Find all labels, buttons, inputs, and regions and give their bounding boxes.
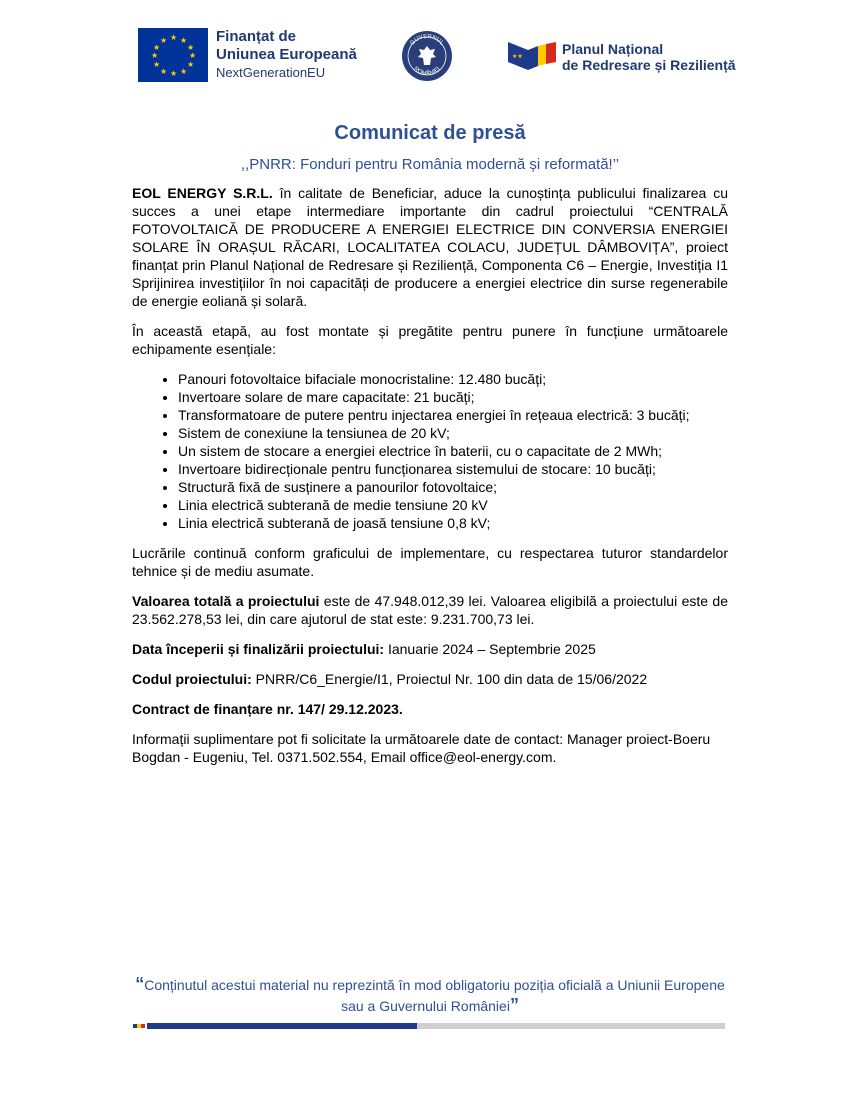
value-paragraph <box>132 592 728 628</box>
footer-divider <box>133 1023 725 1029</box>
page-subtitle: ,,PNRR: Fonduri pentru România modernă și reformată!’’ <box>240 156 620 173</box>
list-item: • Linia electrică subterană de medie tensiune 20 kV <box>178 496 728 514</box>
government-seal-icon <box>401 30 453 82</box>
eu-logo <box>138 28 357 82</box>
pnrr-logo <box>508 40 736 74</box>
footer-disclaimer <box>132 974 728 1016</box>
company-name: EOL ENERGY S.R.L. <box>132 185 273 201</box>
list-item: • Panouri fotovoltaice bifaciale monocristaline: 12.480 bucăți; <box>178 370 728 388</box>
footer-text: Conținutul acestui material nu reprezintă în mod obligatoriu poziția oficială a Uniunii Europene sau a Guvernului României <box>144 977 725 1014</box>
eu-logo-line2: Uniunea Europeană <box>216 46 357 63</box>
list-item: • Un sistem de stocare a energiei electrice în baterii, cu o capacitate de 2 MWh; <box>178 442 728 460</box>
footer-open-quote: “ <box>135 974 145 994</box>
intro-text: în calitate de Beneficiar, aduce la cunoștința publicului finalizarea cu succes a unei etape intermediare importante din cadrul proiectului “CENTRALĂ FOTOVOLTAICĂ DE PRODUCERE A ENERGIEI ELECTRICE DIN CONVERSIA ENERGIEI SOLARE ÎN ORAȘUL RĂCARI, LOCALITATEA COLACU, JUDEȚUL DÂMBOVIȚA”, proiect finanțat prin Planul Național de Redresare și Reziliență, Componenta C6 – Energie, Investiția I1 Sprijinirea investițiilor în noi capacități de producere a energiei electrice din surse regenerabile de energie eoliană și solară. <box>132 185 728 309</box>
code-text: PNRR/C6_Energie/I1, Proiectul Nr. 100 din data de 15/06/2022 <box>251 671 648 687</box>
dates-label: Data începerii și finalizării proiectului: <box>132 641 385 657</box>
list-item: • Structură fixă de susținere a panourilor fotovoltaice; <box>178 478 728 496</box>
list-item: • Sistem de conexiune la tensiunea de 20 kV; <box>178 424 728 442</box>
list-item: • Linia electrică subterană de joasă tensiune 0,8 kV; <box>178 514 728 532</box>
list-item: • Transformatoare de putere pentru injectarea energiei în rețeaua electrică: 3 bucăți; <box>178 406 728 424</box>
pnrr-flag-icon <box>508 40 558 74</box>
eu-flag-icon: ★ ★ ★ ★ ★ ★ ★ ★ ★ ★ ★ ★ <box>138 28 208 82</box>
stage-paragraph: În această etapă, au fost montate și pregătite pentru punere în funcțiune următoarele echipamente esențiale: <box>132 323 728 357</box>
intro-paragraph <box>132 184 728 310</box>
contact-paragraph: Informații suplimentare pot fi solicitate la următoarele date de contact: Manager proiect-Boeru Bogdan - Eugeniu, Tel. 0371.502.554, Email office@eol-energy.com. <box>132 731 711 765</box>
value-text: este de 47.948.012,39 lei. Valoarea eligibilă a proiectului este de 23.562.278,53 lei, din care ajutorul de stat este: 9.231.700,73 lei. <box>132 593 728 627</box>
contract-paragraph: Contract de finanțare nr. 147/ 29.12.2023. <box>132 701 403 717</box>
list-item: • Invertoare solare de mare capacitate: 21 bucăți; <box>178 388 728 406</box>
value-label: Valoarea totală a proiectului <box>132 593 320 609</box>
list-item: • Invertoare bidirecționale pentru funcționarea sistemului de stocare: 10 bucăți; <box>178 460 728 478</box>
svg-text:★★: ★★ <box>512 54 523 60</box>
footer-flag-stub-icon <box>133 1024 145 1028</box>
document-body <box>132 184 728 778</box>
page-title: Comunicat de presă <box>334 122 526 144</box>
continuation-paragraph: Lucrările continuă conform graficului de implementare, cu respectarea tuturor standardelor tehnice și de mediu asumate. <box>132 545 728 579</box>
dates-paragraph <box>132 640 728 658</box>
equipment-list <box>132 370 728 532</box>
eu-logo-line1: Finanțat de <box>216 28 297 45</box>
footer-close-quote: ” <box>509 995 519 1015</box>
eu-logo-line3: NextGenerationEU <box>216 65 326 80</box>
svg-text:ROMÂNIEI: ROMÂNIEI <box>412 66 442 78</box>
svg-text:GUVERNUL: GUVERNUL <box>409 33 445 47</box>
code-paragraph <box>132 670 728 688</box>
pnrr-logo-line2: de Redresare și Reziliență <box>562 57 736 73</box>
header <box>0 26 860 88</box>
pnrr-logo-line1: Planul Național <box>562 41 664 57</box>
dates-text: Ianuarie 2024 – Septembrie 2025 <box>384 641 596 657</box>
code-label: Codul proiectului: <box>132 671 252 687</box>
